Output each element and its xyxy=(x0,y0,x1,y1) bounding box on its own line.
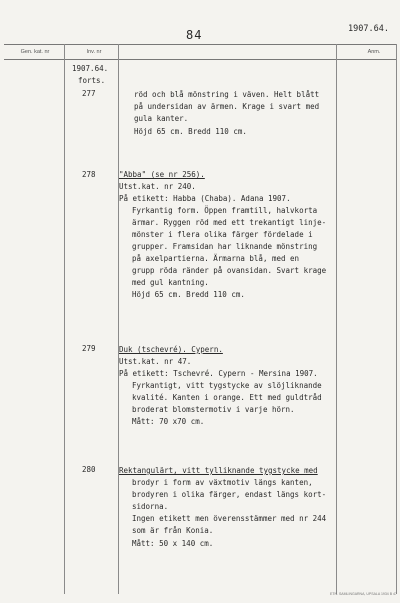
entry-line: som är från Konia. xyxy=(132,526,214,535)
entry-line: Utst.kat. nr 47. xyxy=(119,357,192,366)
entry-heading: Duk (tschevré). Cypern. xyxy=(119,345,223,354)
entry-line: På etikett: Tschevré. Cypern - Mersina 1907. xyxy=(119,369,318,378)
footer-print-note: ETN. SAMLINGARNA, UPSALA 1934 B 47 xyxy=(330,592,397,596)
continuation-number: 1907.64. xyxy=(72,64,109,73)
entry-line: På etikett: Habba (Chaba). Adana 1907. xyxy=(119,194,291,203)
entry-inv-number: 277 xyxy=(82,89,96,98)
entry-line: grupp röda ränder på ovansidan. Svart krage xyxy=(132,266,327,275)
column-divider xyxy=(118,44,119,594)
entry-line: grupper. Framsidan har liknande mönstring xyxy=(132,242,318,251)
entry-line: mönster i flera olika färger fördelade i xyxy=(132,230,313,239)
entry-inv-number: 278 xyxy=(82,170,96,179)
entry-heading: "Abba" (se nr 256). xyxy=(119,170,205,179)
header-gen-kat: Gen. kat. nr xyxy=(20,49,50,55)
entry-line: Mått: 50 x 140 cm. xyxy=(132,539,214,548)
entry-line: med gul kantning. xyxy=(132,278,209,287)
column-divider xyxy=(336,44,337,594)
entry-line: Höjd 65 cm. Bredd 110 cm. xyxy=(132,290,245,299)
header-inv-nr: Inv. nr xyxy=(86,49,102,55)
entry-line: sidorna. xyxy=(132,502,169,511)
page-number: 84 xyxy=(186,28,203,42)
entry-line: röd och blå mönstring i väven. Helt blått xyxy=(134,90,320,99)
entry-line: brodyr i form av växtmotiv längs kanten, xyxy=(132,478,313,487)
entry-line: Fyrkantigt, vitt tygstycke av slöjliknande xyxy=(132,381,322,390)
column-divider xyxy=(64,44,65,594)
entry-line: brodyren i olika färger, endast längs kort- xyxy=(132,490,327,499)
entry-line: Mått: 70 x70 cm. xyxy=(132,417,205,426)
entry-heading: Rektangulärt, vitt tylliknande tygstycke med xyxy=(119,466,318,475)
header-anm: Anm. xyxy=(367,49,381,55)
entry-line: Ingen etikett men överensstämmer med nr 244 xyxy=(132,514,327,523)
entry-line: broderat blomstermotiv i varje hörn. xyxy=(132,405,295,414)
entry-line: kvalité. Kanten i orange. Ett med guldtråd xyxy=(132,393,322,402)
column-divider xyxy=(396,44,397,594)
entry-line: Utst.kat. nr 240. xyxy=(119,182,196,191)
entry-line: Fyrkantig form. Öppen framtill, halvkorta xyxy=(132,206,318,215)
entry-line: på axelpartierna. Ärmarna blå, med en xyxy=(132,254,300,263)
entry-inv-number: 279 xyxy=(82,344,96,353)
entry-line: gula kanter. xyxy=(134,114,189,123)
table-header xyxy=(4,44,396,60)
entry-line: ärmar. Ryggen röd med ett trekantigt linje- xyxy=(132,218,327,227)
continuation-label: forts. xyxy=(78,76,106,85)
entry-line: på undersidan av ärmen. Krage i svart med xyxy=(134,102,320,111)
entry-inv-number: 280 xyxy=(82,465,96,474)
entry-line: Höjd 65 cm. Bredd 110 cm. xyxy=(134,127,247,136)
document-reference: 1907.64. xyxy=(348,24,389,34)
